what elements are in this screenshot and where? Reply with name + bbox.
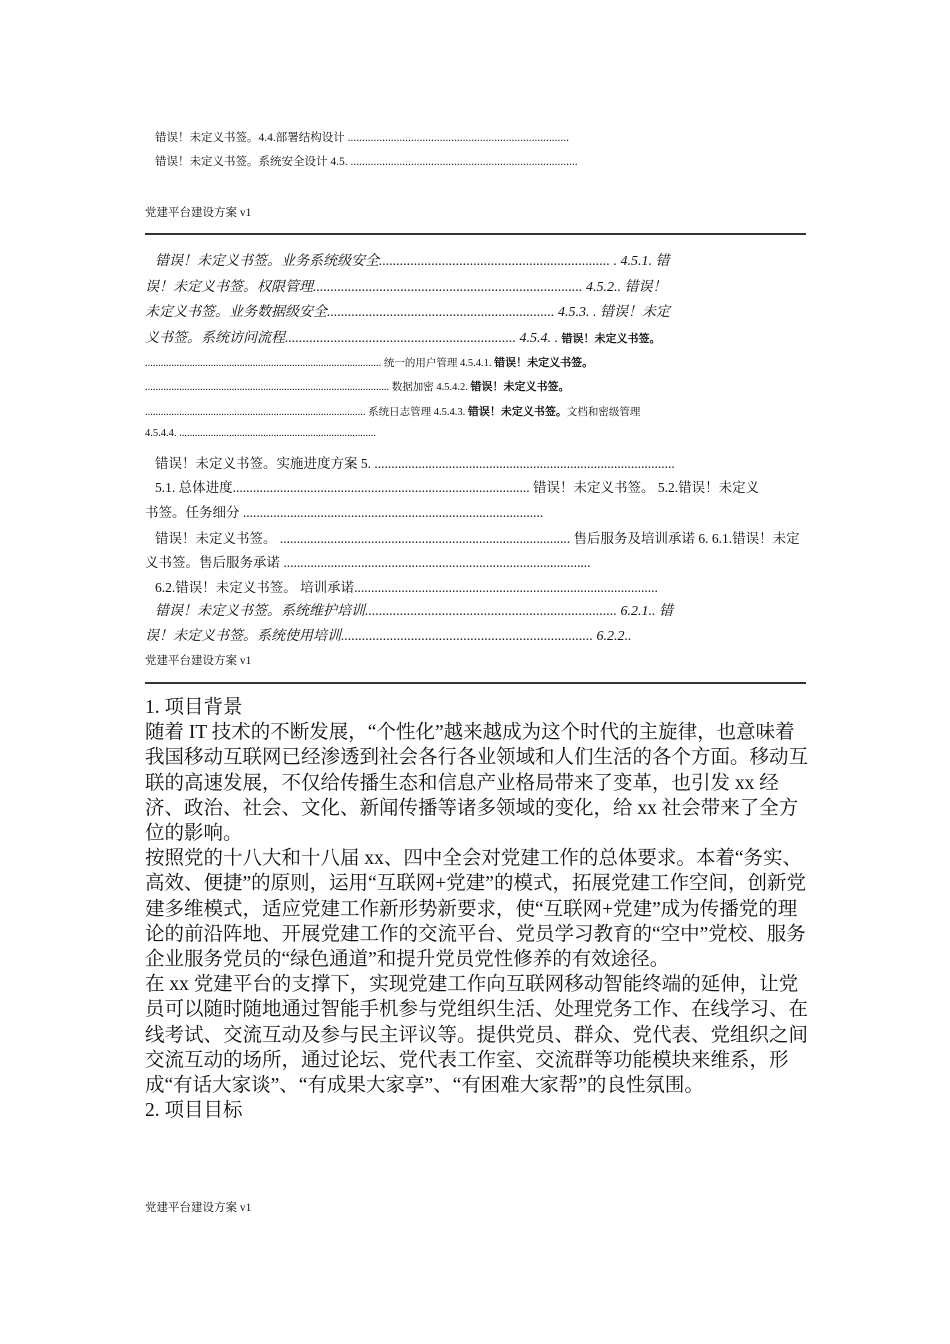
toc-error-label: 错误！未定义书签。 [561, 332, 661, 345]
toc-entry-5-2[interactable]: 书签。任务细分 ......................................................................................... [145, 505, 544, 520]
toc-entry-6-2-2[interactable]: 误！未定义书签。系统使用培训........................................................................ 6.2.2.. [145, 629, 632, 644]
toc-entry-4-5-4-1[interactable] [145, 354, 593, 370]
toc-entry-text: 义书签。系统访问流程.................................................................. 4.5.4. . [145, 331, 562, 346]
toc-error-label: 错误！未定义书签。 [467, 405, 567, 418]
toc-entry-text: ............................................................................................. 数据加密 4.5.4.2. [145, 382, 471, 393]
toc-entry-5-1[interactable]: 5.1. 总体进度........................................................................................ 错误！未定义书签。 5.2.错误！未定义 [155, 480, 760, 495]
toc-entry-6-2-1[interactable]: 错误！未定义书签。系统维护培训........................................................................ 6.2.1.. 错 [155, 604, 673, 619]
paragraph: 随着 IT 技术的不断发展，“个性化”越来越成为这个时代的主旋律，也意味着我国移动互联网已经渗透到社会各行各业领域和人们生活的各个方面。移动互联的高速发展，不仅给传播生态和信息产业格局带来了变革，也引发 xx 经济、政治、社会、文化、新闻传播等诸多领域的变化，给 xx 社会带来了全方位的影响。 [145, 722, 809, 845]
section-heading-1: 1. 项目背景 [145, 697, 243, 718]
toc-entry-4-4[interactable]: 错误！未定义书签。4.4.部署结构设计 ............................................................................. [155, 132, 569, 144]
paragraph: 在 xx 党建平台的支撑下，实现党建工作向互联网移动智能终端的延伸，让党员可以随时随地通过智能手机参与党组织生活、处理党务工作、在线学习、在线考试、交流互动及参与民主评议等。提供党员、群众、党代表、党组织之间交流互动的场所，通过论坛、党代表工作室、交流群等功能模块来维系，形成“有话大家谈”、“有成果大家享”、“有困难大家帮”的良性氛围。 [145, 974, 809, 1097]
toc-entry-4-5-3[interactable]: 未定义书签。业务数据级安全................................................................. 4.5.3. . 错误！未定 [145, 305, 670, 320]
section-heading-2: 2. 项目目标 [145, 1100, 243, 1122]
header-rule [145, 233, 806, 235]
toc-entry-text: .................................................................................... 系统日志管理 4.5.4.3. [145, 407, 468, 418]
toc-entry-6-1[interactable]: 义书签。售后服务承诺 ........................................................................................... [145, 555, 591, 570]
paragraph: 按照党的十八大和十八届 xx、四中全会对党建工作的总体要求。本着“务实、高效、便捷”的原则，运用“互联网+党建”的模式，拓展党建工作空间，创新党建多维模式，适应党建工作新形势新要求，使“互联网+党建”成为传播党的理论的前沿阵地、开展党建工作的交流平台、党员学习教育的“空中”党校、服务企业服务党员的“绿色通道”和提升党员党性修养的有效途径。 [145, 848, 806, 971]
toc-entry-6-2[interactable]: 6.2.错误！未定义书签。 培训承诺.......................................................................................... [155, 580, 658, 595]
toc-error-label: 错误！未定义书签。 [470, 380, 570, 393]
toc-error-label: 错误！未定义书签。 [494, 356, 594, 369]
header-rule [145, 682, 806, 684]
toc-entry-4-5-2[interactable]: 误！未定义书签。权限管理............................................................................. 4.5.2.. 错误！ [145, 280, 667, 295]
toc-entry-text: .......................................................................................... 统一的用户管理 4.5.4.1. [145, 358, 495, 369]
page-header: 党建平台建设方案 v1 [145, 1202, 252, 1214]
page-header: 党建平台建设方案 v1 [145, 207, 252, 219]
toc-entry-5[interactable]: 错误！未定义书签。实施进度方案 5. ......................................................................................... [155, 456, 675, 471]
document-body [145, 695, 810, 1123]
toc-entry-4-5-1[interactable]: 错误！未定义书签。业务系统级安全.................................................................. . 4.5.1. 错 [155, 254, 670, 269]
toc-entry-4-5-4-4[interactable]: 4.5.4.4. ........................................................................... [145, 428, 376, 439]
page-header: 党建平台建设方案 v1 [145, 655, 252, 667]
toc-entry-4-5-4-3[interactable] [145, 403, 640, 419]
toc-entry-4-5-4[interactable] [145, 327, 661, 347]
toc-entry-4-5-4-2[interactable] [145, 378, 570, 394]
toc-entry-4-5[interactable]: 错误！未定义书签。系统安全设计 4.5. ............................................................................... [155, 156, 578, 168]
toc-entry-6[interactable]: 错误！未定义书签。 ...................................................................................... 售后服务及培训承诺 6. 6.1.错误！未定 [155, 531, 800, 546]
toc-entry-text: 文档和密级管理 [566, 407, 641, 418]
